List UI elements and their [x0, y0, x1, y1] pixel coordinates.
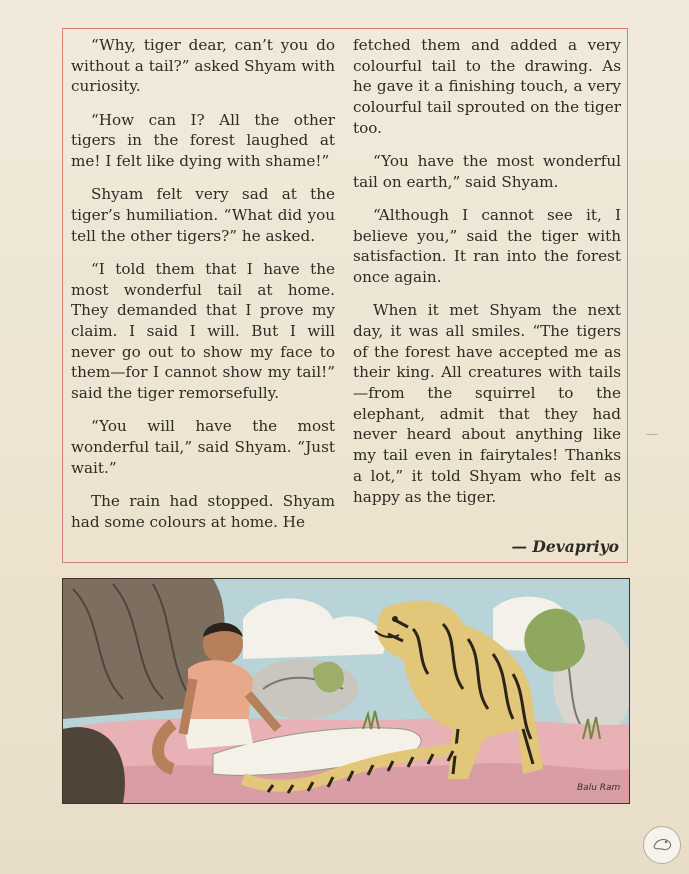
- artist-signature: Balu Ram: [577, 783, 621, 793]
- left-text-column: [71, 35, 335, 545]
- story-text-box: [62, 28, 628, 563]
- paragraph: “How can I? All the other tigers in the forest laughed at me! I felt like dying with shame!”: [71, 110, 335, 171]
- paragraph: “You will have the most wonderful tail,” said Shyam. “Just wait.”: [71, 417, 335, 477]
- margin-mark: [646, 434, 658, 435]
- paragraph: Shyam felt very sad at the tiger’s humiliation. “What did you tell the other tigers?” he asked.: [71, 185, 335, 245]
- paragraph: “I told them that I have the most wonderful tail at home. They demanded that I prove my claim. I said I will. But I will never go out to show my face to them—for I cannot show my tail!” said the tiger remorsefully.: [71, 259, 335, 403]
- author-signature: — Devapriyo: [511, 537, 619, 556]
- paragraph: “Why, tiger dear, can’t you do without a tail?” asked Shyam with curiosity.: [71, 36, 335, 96]
- paragraph: “Although I cannot see it, I believe you,” said the tiger with satisfaction. It ran into the forest once again.: [353, 205, 621, 287]
- logo-stamp-icon: [643, 826, 681, 864]
- boy-and-tiger-scene: [63, 579, 629, 803]
- right-text-column: [353, 35, 621, 520]
- paragraph: “You have the most wonderful tail on earth,” said Shyam.: [353, 152, 621, 191]
- paragraph: When it met Shyam the next day, it was all smiles. “The tigers of the forest have accepted me as their king. All creatures with tails—from the squirrel to the elephant, admit that they had never heard about anything like my tail even in fairytales! Thanks a lot,” it told Shyam who felt as happy as the tiger.: [353, 301, 621, 506]
- paragraph: fetched them and added a very colourful tail to the drawing. As he gave it a finishing touch, a very colourful tail sprouted on the tiger too.: [353, 36, 621, 137]
- story-illustration: [62, 578, 630, 804]
- paragraph: The rain had stopped. Shyam had some colours at home. He: [71, 491, 335, 531]
